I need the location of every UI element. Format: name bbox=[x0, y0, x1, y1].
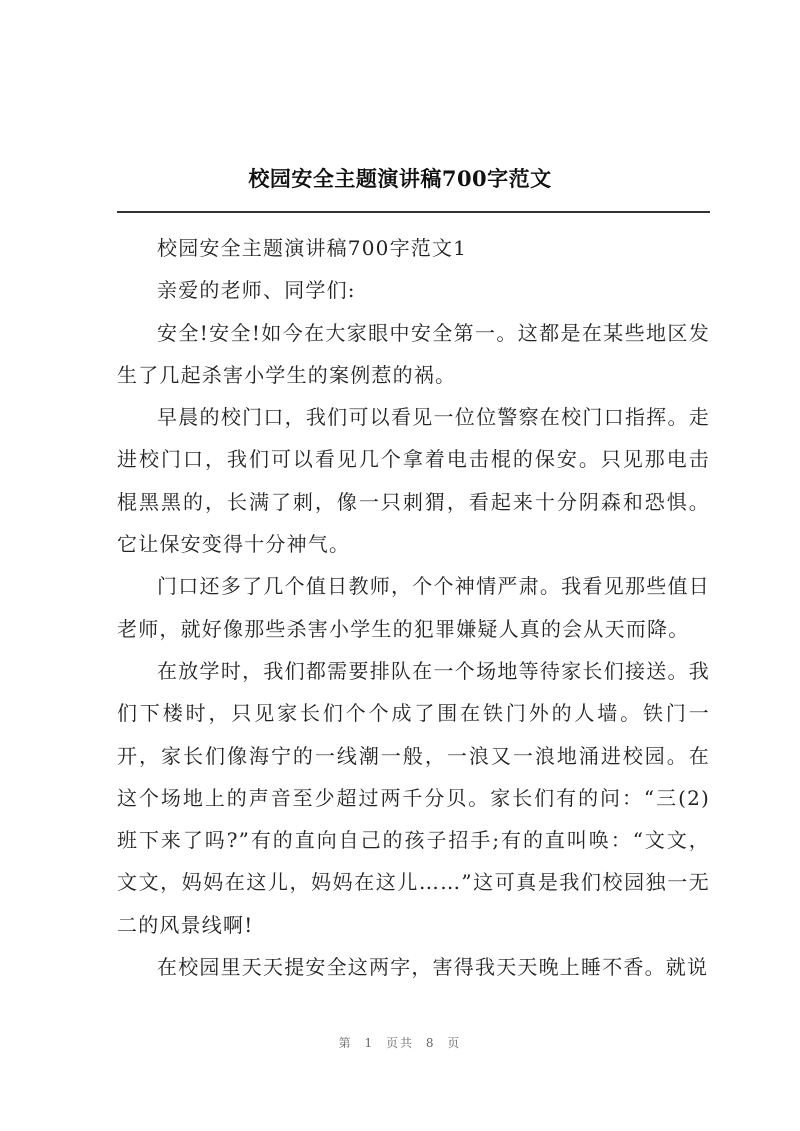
paragraph: 安全!安全!如今在大家眼中安全第一。这都是在某些地区发生了几起杀害小学生的案例惹的祸。 bbox=[117, 320, 710, 387]
footer-total-pages: 8 bbox=[425, 1036, 436, 1050]
title-divider bbox=[117, 211, 710, 213]
paragraph: 门口还多了几个值日教师，个个神情严肃。我看见那些值日老师，就好像那些杀害小学生的犯罪嫌疑人真的会从天而降。 bbox=[117, 574, 710, 641]
paragraph: 在校园里天天提安全这两字，害得我天天晚上睡不香。就说 bbox=[157, 955, 709, 980]
footer-suffix: 页 bbox=[447, 1036, 462, 1050]
paragraph: 在放学时，我们都需要排队在一个场地等待家长们接送。我们下楼时，只见家长们个个成了围在铁门外的人墙。铁门一开，家长们像海宁的一线潮一般，一浪又一浪地涌进校园。在这个场地上的声音至少超过两千分贝。家长们有的问：“三(2)班下来了吗?”有的直向自己的孩子招手;有的直叫唤：“文文，文文，妈妈在这儿，妈妈在这儿……”这可真是我们校园独一无二的风景线啊! bbox=[117, 658, 710, 937]
footer-current-page: 1 bbox=[364, 1036, 375, 1050]
footer-prefix: 第 bbox=[338, 1036, 353, 1050]
document-title: 校园安全主题演讲稿700字范文 bbox=[248, 166, 552, 191]
paragraph: 早晨的校门口，我们可以看见一位位警察在校门口指挥。走进校门口，我们可以看见几个拿着电击棍的保安。只见那电击棍黑黑的，长满了刺，像一只刺猬，看起来十分阴森和恐惧。它让保安变得十分神气。 bbox=[117, 405, 710, 557]
paragraph-greeting: 亲爱的老师、同学们: bbox=[157, 278, 356, 303]
page-footer bbox=[0, 1034, 800, 1051]
paragraph-subtitle: 校园安全主题演讲稿700字范文1 bbox=[157, 236, 468, 260]
footer-middle: 页共 bbox=[385, 1036, 414, 1050]
document-body bbox=[117, 227, 710, 988]
